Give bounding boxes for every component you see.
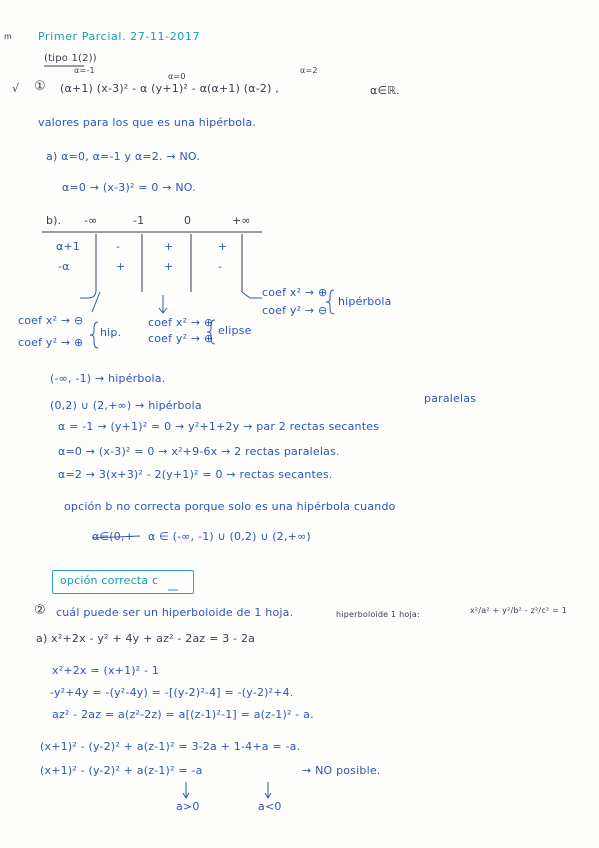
table-col-3: +∞ xyxy=(232,214,251,227)
q2-step-3: az² - 2az = a(z²-2z) = a[(z-1)²-1] = a(z-1)² - a. xyxy=(52,708,314,721)
struck-text: α∈(0,+ xyxy=(92,530,135,543)
note-paralelas: paralelas xyxy=(424,392,477,405)
q1-prompt: valores para los que es una hipérbola. xyxy=(38,116,257,129)
table-col-1: -1 xyxy=(133,214,145,227)
case-mid-y: coef y² → ⊕ xyxy=(148,332,214,345)
q2-a-equation: a) x²+2x - y² + 4y + az² - 2az = 3 - 2a xyxy=(36,632,256,645)
tipo-label: (tipo 1(2)) xyxy=(44,53,97,64)
case-right-result: hipérbola xyxy=(338,295,392,308)
q1-equation: (α+1) (x-3)² - α (y+1)² - α(α+1) (α-2) , xyxy=(60,82,279,95)
case-alpha-0: α=0 → (x-3)² = 0 → x²+9-6x → 2 rectas paralelas. xyxy=(58,445,340,458)
case-alpha-2: α=2 → 3(x+3)² - 2(y+1)² = 0 → rectas secantes. xyxy=(58,468,333,481)
question-1-number: ① xyxy=(34,79,46,94)
arrow-a-neg xyxy=(265,782,271,798)
q2-note: hiperboloide 1 hoja: xyxy=(336,610,420,619)
q1-b-label: b). xyxy=(46,214,62,227)
q2-arrow-a-pos: a>0 xyxy=(176,800,200,813)
arrow-right xyxy=(242,292,262,298)
case-left-result: hip. xyxy=(100,326,122,339)
table-cell: + xyxy=(164,240,174,253)
table-row-label-1: -α xyxy=(58,260,70,273)
interval-2: (0,2) ∪ (2,+∞) → hipérbola xyxy=(50,399,202,412)
q1-conclusion: opción b no correcta porque solo es una hipérbola cuando xyxy=(64,500,396,513)
page-title: Primer Parcial. 27-11-2017 xyxy=(38,30,201,43)
answer-text: opción correcta c xyxy=(60,574,159,587)
q1-a-line: a) α=0, α=-1 y α=2. → NO. xyxy=(46,150,201,163)
table-row-label-0: α+1 xyxy=(56,240,81,253)
case-mid-x: coef x² → ⊕ xyxy=(148,316,214,329)
case-mid-result: elipse xyxy=(218,324,252,337)
table-col-2: 0 xyxy=(184,214,192,227)
table-cell: + xyxy=(218,240,228,253)
q2-step-1: x²+2x = (x+1)² - 1 xyxy=(52,664,160,677)
q2-step-2: -y²+4y = -(y²-4y) = -[(y-2)²-4] = -(y-2)²+4. xyxy=(50,686,294,699)
table-cell: + xyxy=(116,260,126,273)
q1-domain: α∈ℝ. xyxy=(370,84,400,97)
arrow-a-pos xyxy=(183,782,189,798)
table-col-0: -∞ xyxy=(84,214,98,227)
q1-a-sub: α=0 → (x-3)² = 0 → NO. xyxy=(62,181,196,194)
q2-note-formula: x²/a² + y²/b² - z²/c² = 1 xyxy=(470,606,568,615)
brace-left xyxy=(90,322,98,348)
question-2-number: ② xyxy=(34,603,46,618)
q2-arrow-a-neg: a<0 xyxy=(258,800,282,813)
table-cell: - xyxy=(116,240,121,253)
arrow-left xyxy=(92,292,100,312)
q2-step-5-tail: → NO posible. xyxy=(302,764,381,777)
final-set: α ∈ (-∞, -1) ∪ (0,2) ∪ (2,+∞) xyxy=(148,530,311,543)
case-left-y: coef y² → ⊕ xyxy=(18,336,84,349)
case-left-x: coef x² → ⊖ xyxy=(18,314,84,327)
q2-step-5: (x+1)² - (y-2)² + a(z-1)² = -a xyxy=(40,764,203,777)
table-cell: + xyxy=(164,260,174,273)
interval-1: (-∞, -1) → hipérbola. xyxy=(50,372,166,385)
case-right-y: coef y² → ⊖ xyxy=(262,304,328,317)
page-mark: m xyxy=(4,32,12,41)
note-alpha-2: α=2 xyxy=(300,66,318,75)
note-alpha-minus1: α=-1 xyxy=(74,66,95,75)
bracket-left xyxy=(80,290,96,298)
case-alpha-minus1: α = -1 → (y+1)² = 0 → y²+1+2y → par 2 rectas secantes xyxy=(58,420,380,433)
q2-step-4: (x+1)² - (y-2)² + a(z-1)² = 3-2a + 1-4+a = -a. xyxy=(40,740,301,753)
note-alpha-0: α=0 xyxy=(168,72,186,81)
q2-question: cuál puede ser un hiperboloide de 1 hoja. xyxy=(56,606,294,619)
table-cell: - xyxy=(218,260,223,273)
case-right-x: coef x² → ⊕ xyxy=(262,286,328,299)
check-mark: √ xyxy=(12,82,20,95)
arrow-mid xyxy=(159,295,167,313)
